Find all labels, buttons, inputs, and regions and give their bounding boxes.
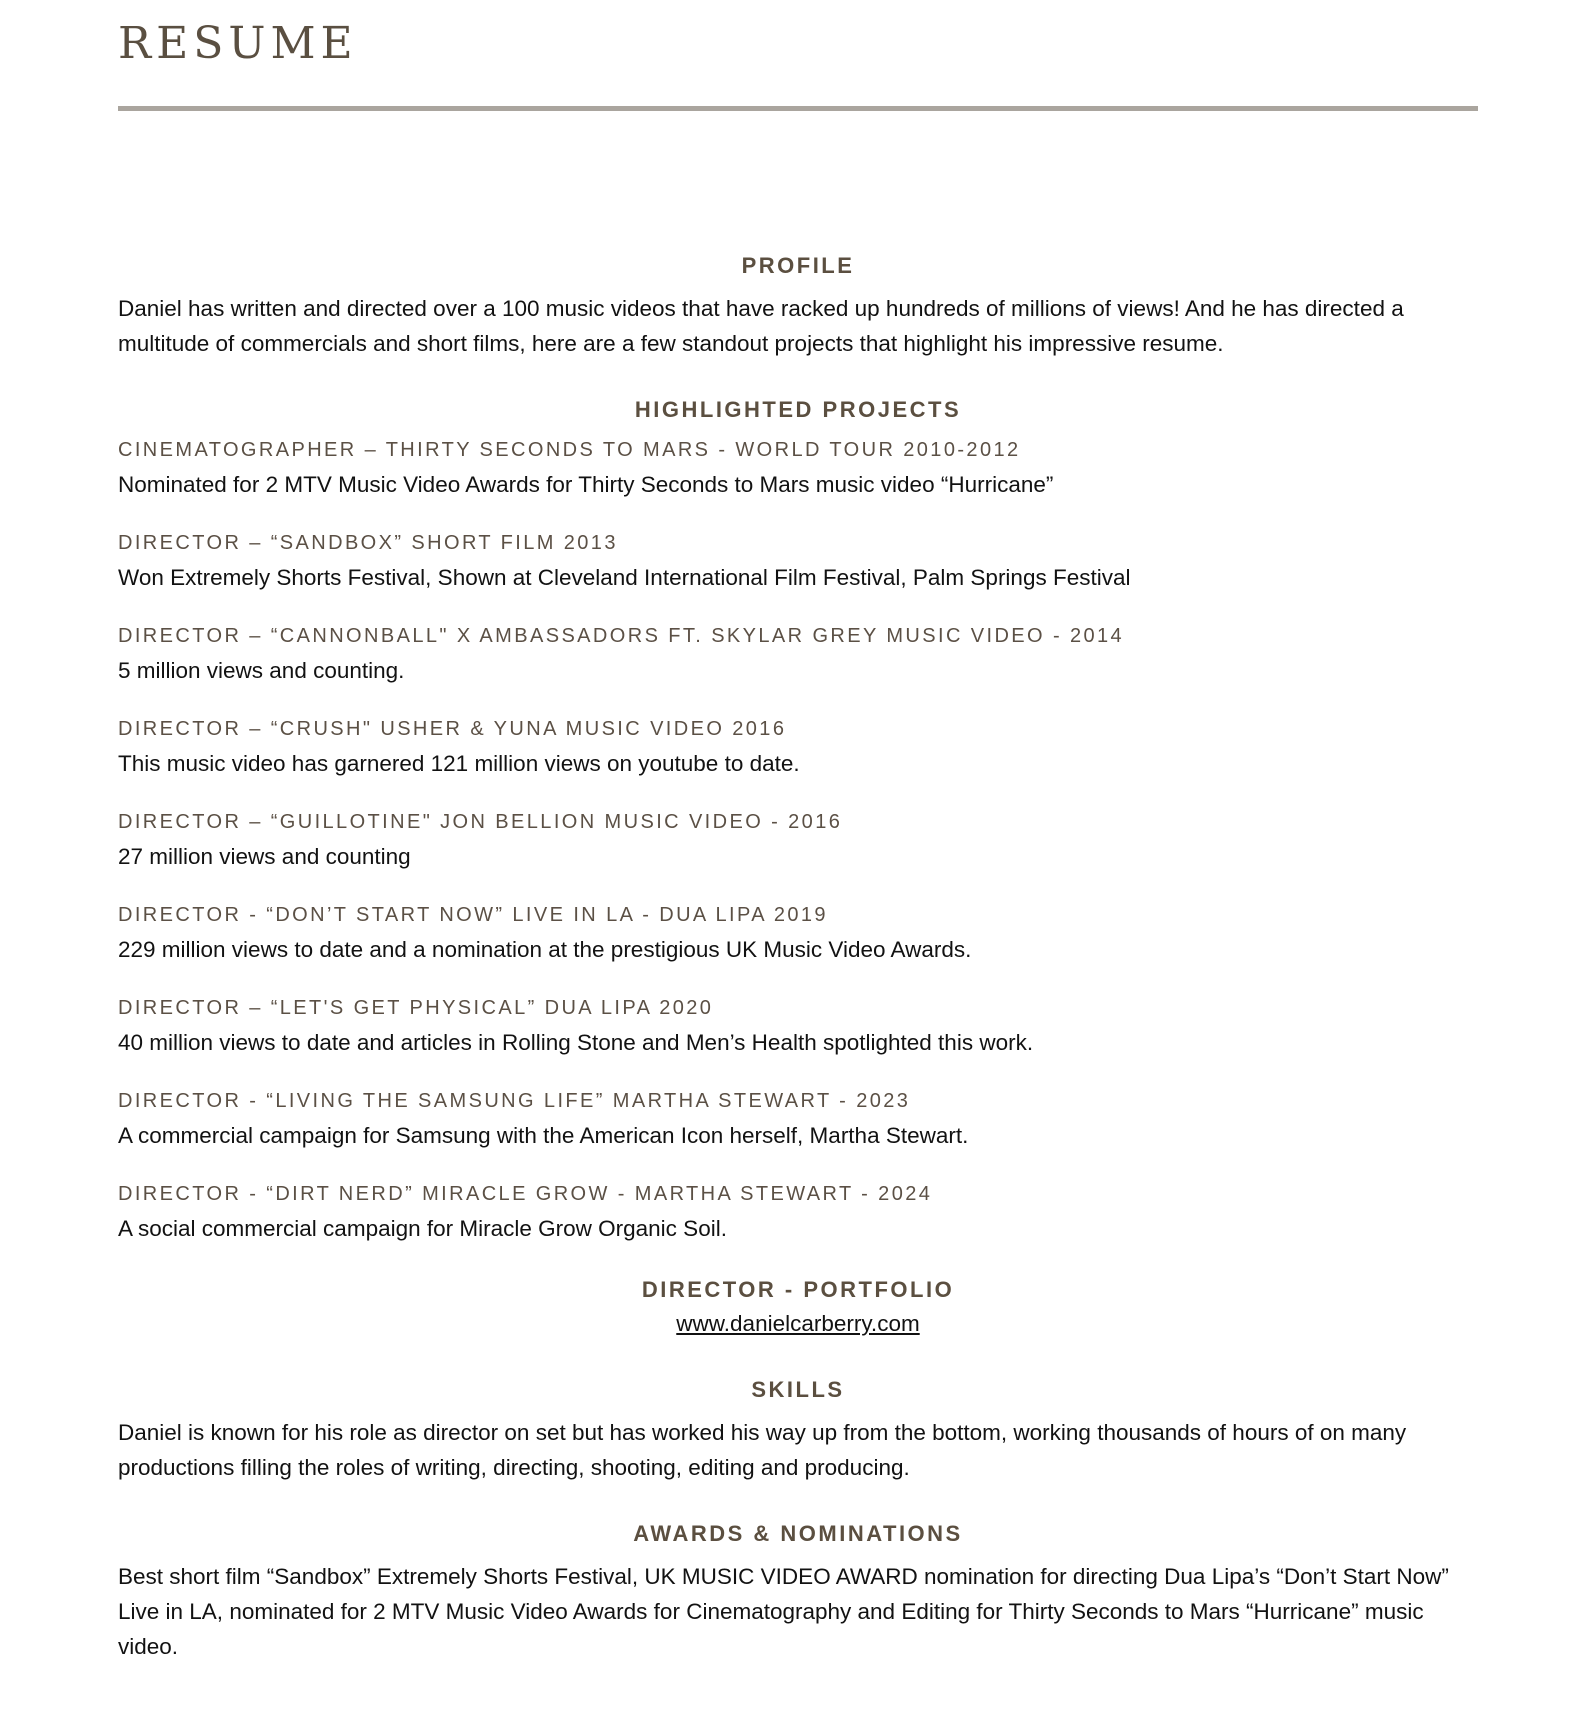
project-description: This music video has garnered 121 million views on youtube to date. bbox=[118, 751, 800, 776]
project-title: DIRECTOR – “CANNONBALL" X AMBASSADORS FT. SKYLAR GREY MUSIC VIDEO - 2014 bbox=[118, 625, 1125, 647]
profile-text: Daniel has written and directed over a 100 music videos that have racked up hundreds of millions of views! And he has directed a multitude of commercials and short films, here are a few standout projects that highlight his impressive resume. bbox=[118, 296, 1404, 356]
project-title: DIRECTOR – “CRUSH" USHER & YUNA MUSIC VIDEO 2016 bbox=[118, 718, 787, 740]
project-description: Nominated for 2 MTV Music Video Awards for Thirty Seconds to Mars music video “Hurricane” bbox=[118, 472, 1054, 497]
project-item bbox=[118, 716, 1478, 778]
skills-text: Daniel is known for his role as director on set but has worked his way up from the bottom, working thousands of hours of on many productions filling the roles of writing, directing, shooting, editing and producing. bbox=[118, 1420, 1407, 1480]
project-title: CINEMATOGRAPHER – THIRTY SECONDS TO MARS - WORLD TOUR 2010-2012 bbox=[118, 439, 1021, 461]
project-title: DIRECTOR – “LET'S GET PHYSICAL” DUA LIPA 2020 bbox=[118, 997, 714, 1019]
skills-heading: SKILLS bbox=[751, 1377, 845, 1402]
highlighted-projects-heading: HIGHLIGHTED PROJECTS bbox=[634, 397, 962, 422]
project-title: DIRECTOR - “DON’T START NOW” LIVE IN LA - DUA LIPA 2019 bbox=[118, 904, 828, 926]
project-description: Won Extremely Shorts Festival, Shown at Cleveland International Film Festival, Palm Springs Festival bbox=[118, 565, 1131, 590]
portfolio-link-wrapper bbox=[118, 1310, 1478, 1338]
awards-text: Best short film “Sandbox” Extremely Shorts Festival, UK MUSIC VIDEO AWARD nomination for directing Dua Lipa’s “Don’t Start Now” Live in LA, nominated for 2 MTV Music Video Awards for Cinematography and Editing for Thirty Seconds to Mars “Hurricane” music video. bbox=[118, 1564, 1449, 1659]
project-description: 27 million views and counting bbox=[118, 844, 411, 869]
project-item bbox=[118, 437, 1478, 499]
profile-heading: PROFILE bbox=[741, 253, 855, 278]
project-description: 40 million views to date and articles in Rolling Stone and Men’s Health spotlighted this work. bbox=[118, 1030, 1034, 1055]
project-title: DIRECTOR - “LIVING THE SAMSUNG LIFE” MARTHA STEWART - 2023 bbox=[118, 1090, 911, 1112]
project-item bbox=[118, 1181, 1478, 1243]
project-item bbox=[118, 530, 1478, 592]
project-title: DIRECTOR – “SANDBOX” SHORT FILM 2013 bbox=[118, 532, 618, 554]
title-divider bbox=[118, 106, 1478, 111]
project-item bbox=[118, 1088, 1478, 1150]
project-item bbox=[118, 902, 1478, 964]
project-description: A commercial campaign for Samsung with the American Icon herself, Martha Stewart. bbox=[118, 1123, 969, 1148]
project-title: DIRECTOR - “DIRT NERD” MIRACLE GROW - MARTHA STEWART - 2024 bbox=[118, 1183, 933, 1205]
awards-heading: AWARDS & NOMINATIONS bbox=[633, 1521, 963, 1546]
project-description: 229 million views to date and a nomination at the prestigious UK Music Video Awards. bbox=[118, 937, 972, 962]
project-description: 5 million views and counting. bbox=[118, 658, 405, 683]
page-title: RESUME bbox=[118, 18, 358, 69]
project-item bbox=[118, 809, 1478, 871]
portfolio-link[interactable]: www.danielcarberry.com bbox=[676, 1311, 920, 1336]
project-item bbox=[118, 623, 1478, 685]
project-item bbox=[118, 995, 1478, 1057]
project-description: A social commercial campaign for Miracle Grow Organic Soil. bbox=[118, 1216, 727, 1241]
project-title: DIRECTOR – “GUILLOTINE" JON BELLION MUSIC VIDEO - 2016 bbox=[118, 811, 843, 833]
portfolio-heading: DIRECTOR - PORTFOLIO bbox=[641, 1277, 955, 1302]
